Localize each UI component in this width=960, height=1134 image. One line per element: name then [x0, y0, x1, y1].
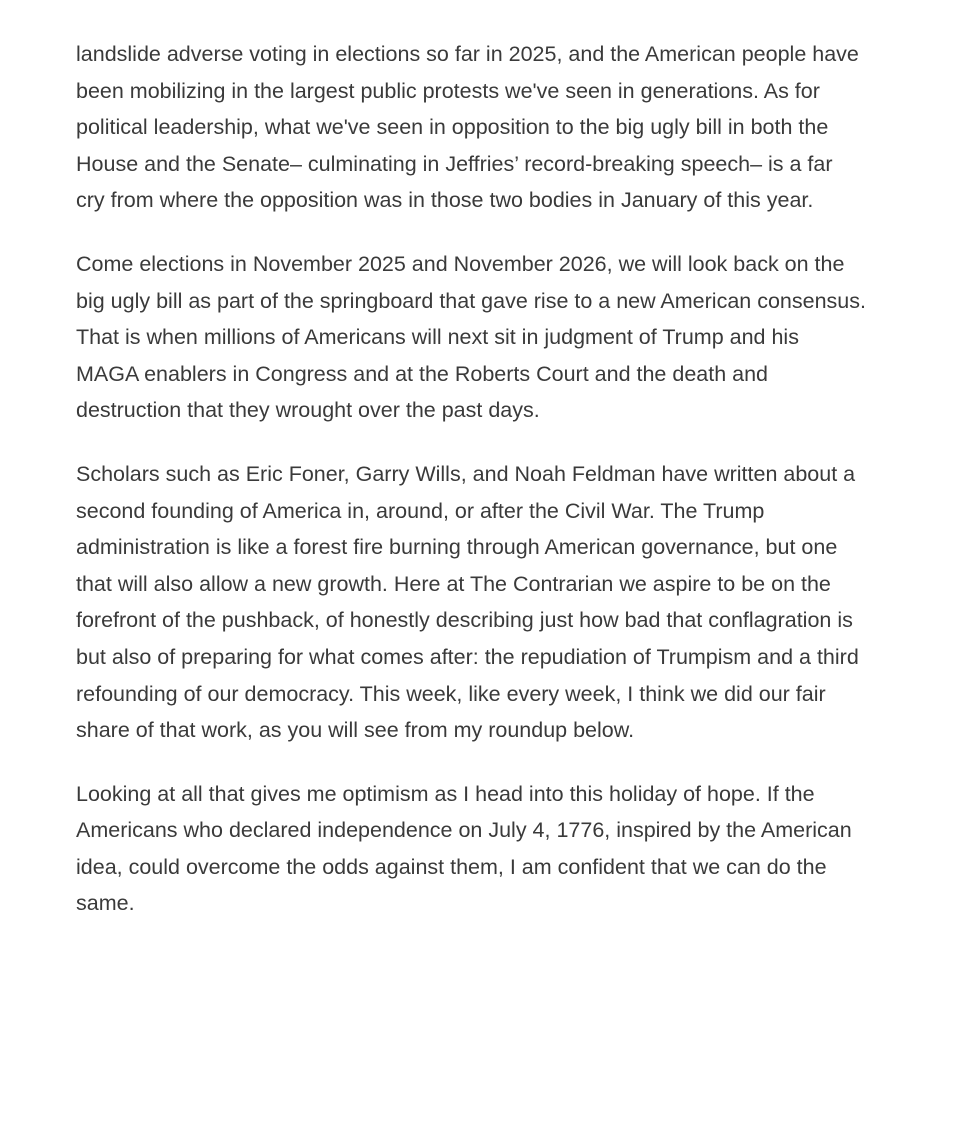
paragraph-2: Come elections in November 2025 and November 2026, we will look back on the big ugly bill as part of the springboard that gave rise to a new American consensus. That is when millions of Americans will next sit in judgment of Trump and his MAGA enablers in Congress and at the Roberts Court and the death and destruction that they wrought over the past days. [76, 251, 866, 423]
article-body [76, 36, 866, 949]
paragraph-3: Scholars such as Eric Foner, Garry Wills, and Noah Feldman have written about a second founding of America in, around, or after the Civil War. The Trump administration is like a forest fire burning through American governance, but one that will also allow a new growth. Here at The Contrarian we aspire to be on the forefront of the pushback, of honestly describing just how bad that conflagration is but also of preparing for what comes after: the repudiation of Trumpism and a third refounding of our democracy. This week, like every week, I think we did our fair share of that work, as you will see from my roundup below. [76, 461, 859, 743]
paragraph-1: landslide adverse voting in elections so far in 2025, and the American people have been mobilizing in the largest public protests we've seen in generations. As for political leadership, what we've seen in opposition to the big ugly bill in both the House and the Senate– culminating in Jeffries’ record-breaking speech– is a far cry from where the opposition was in those two bodies in January of this year. [76, 42, 859, 213]
paragraph-4: Looking at all that gives me optimism as I head into this holiday of hope. If the Americans who declared independence on July 4, 1776, inspired by the American idea, could overcome the odds against them, I am confident that we can do the same. [76, 781, 852, 916]
